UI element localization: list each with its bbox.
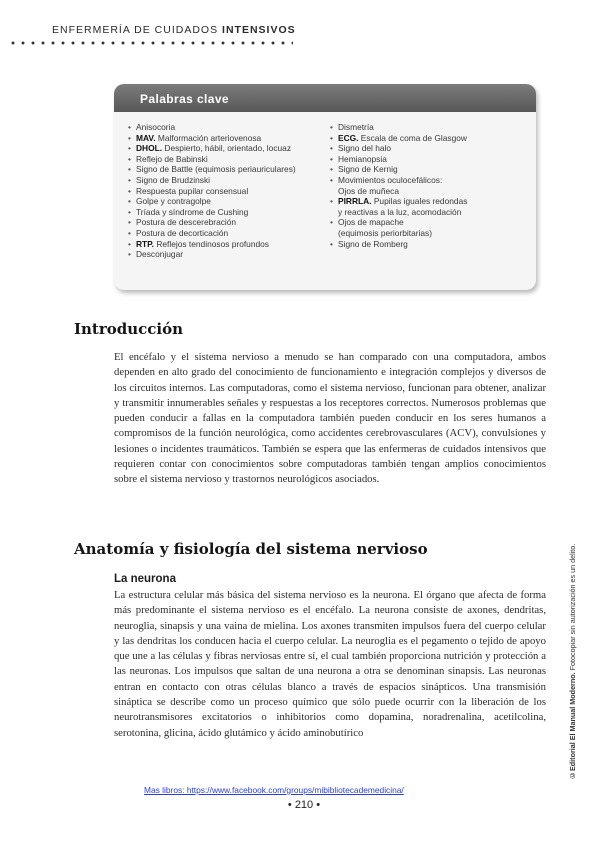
keyword-item: • ECG. Escala de coma de Glasgow [330, 133, 530, 144]
keyword-item: • Ojos de mapache (equimosis periorbitarias) [330, 217, 530, 238]
running-head-light: ENFERMERÍA DE CUIDADOS [52, 24, 219, 36]
intro-heading: Introducción [74, 320, 184, 338]
running-head-bold: INTENSIVOS [222, 24, 296, 36]
neurona-paragraph: La estructura celular más básica del sistema nervioso es la neurona. El órgano que afecta de forma más predominante el sistema nervioso es el encéfalo. La neurona consiste de axones, dendritas, neuroglia, sinapsis y una vaina de mielina. Los axones transmiten impulsos fuera del cuerpo celular y las dendritas los conducen hacia el cuerpo celular. La neuroglia es el pegamento o tejido de apoyo que une a las células y fibras nerviosas entre sí, el cual también proporciona nutrición y protección a las neuronas. Los impulsos que saltan de una neurona a otra se denominan sinapsis. Las neuronas entran en contacto con otras células blanco a través de espacios sinápticos. Una transmisión sináptica se describe como un proceso químico que sólo puede ocurrir con la liberación de los neurotransmisores excitatorios o inhibitorios como dopamina, noradrenalina, acetilcolina, serotonina, glicina, ácido glutámico y ácido aminobutírico [114, 589, 546, 739]
keyword-item: • DHOL. Despierto, hábil, orientado, locuaz [128, 143, 328, 154]
keyword-item: • Signo de Kernig [330, 164, 530, 175]
keyword-item: • PIRRLA. Pupilas iguales redondas y reactivas a la luz, acomodación [330, 196, 530, 217]
keyword-item: • RTP. Reflejos tendinosos profundos [128, 239, 328, 250]
keywords-box [114, 84, 536, 290]
keyword-item: • Signo de Brudzinski [128, 175, 328, 186]
keyword-item: • Hemianopsia [330, 154, 530, 165]
keywords-title: Palabras clave [140, 92, 229, 106]
page-number: • 210 • [287, 799, 321, 811]
keyword-item: • Tríada y síndrome de Cushing [128, 207, 328, 218]
keyword-item: • Reflejo de Babinski [128, 154, 328, 165]
keywords-header [114, 84, 536, 112]
running-head [52, 24, 296, 36]
keyword-item: • Signo de Battle (equimosis periauriculares) [128, 164, 328, 175]
intro-paragraph: El encéfalo y el sistema nervioso a menudo se han comparado con una computadora, ambos dependen en alto grado del conocimiento de funcionamiento e integración complejos y diversos de los circuitos internos. Las computadoras, como el sistema nervioso, funcionan para obtener, analizar y transmitir innumerables señales y respuestas a los receptores correctos. Numerosos problemas que pueden conducir a fallas en la computadora también pueden conducir en los seres humanos a compromisos de la función neurológica, como accidentes cerebrovasculares (ACV), convulsiones y lesiones o incidentes traumáticos. También se espera que las enfermeras de cuidados intensivos que requieren contar con conocimientos sobre computadoras también tengan amplios conocimientos sobre el sistema nervioso y trastornos neurológicos asociados. [114, 351, 546, 486]
keyword-item: • MAV. Malformación arteriovenosa [128, 133, 328, 144]
keyword-item: • Golpe y contragolpe [128, 196, 328, 207]
keyword-item: • Movimientos oculocefálicos: Ojos de muñeca [330, 175, 530, 196]
keywords-right-column [330, 122, 530, 249]
neurona-subheading: La neurona [114, 573, 176, 585]
keyword-item: • Desconjugar [128, 249, 328, 260]
footer-link[interactable]: Mas libros: https://www.facebook.com/groups/mibibliotecademedicina/ [144, 785, 404, 795]
keyword-item: • Respuesta pupilar consensual [128, 186, 328, 197]
copyright-notice: ©Editorial El Manual Moderno. Fotocopiar sin autorización es un delito. [568, 543, 577, 780]
keyword-item: • Signo de Romberg [330, 239, 530, 250]
keyword-item: • Signo del halo [330, 143, 530, 154]
keywords-left-column [128, 122, 328, 260]
keyword-item: • Postura de descerebración [128, 217, 328, 228]
keyword-item: • Postura de decorticación [128, 228, 328, 239]
keyword-item: • Dismetría [330, 122, 530, 133]
dotted-rule [8, 40, 293, 46]
anatomy-heading: Anatomía y fisiología del sistema nervioso [74, 540, 428, 558]
keyword-item: • Anisocoria [128, 122, 328, 133]
